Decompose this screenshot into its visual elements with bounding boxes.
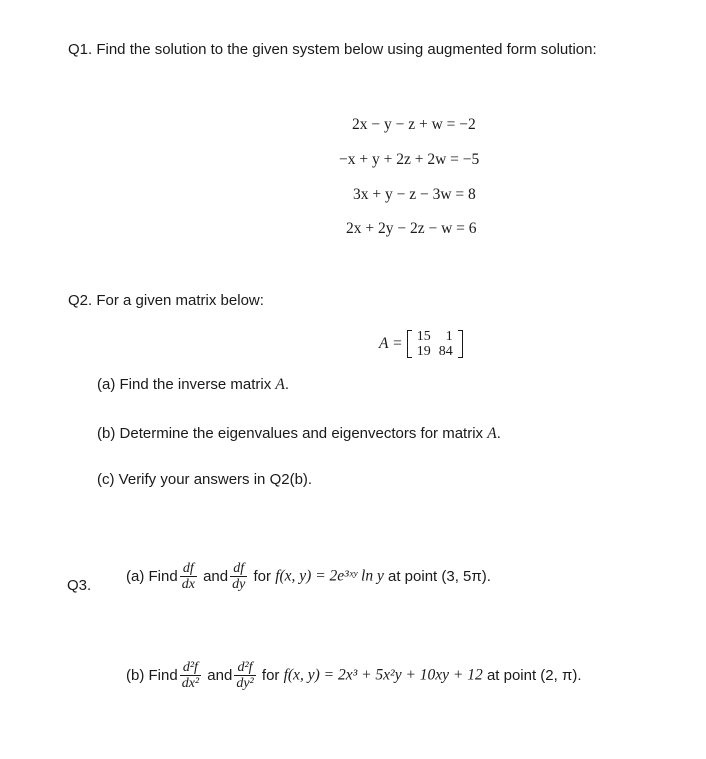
q1-equation-1: 2x − y − z + w = −2 xyxy=(352,116,476,133)
q3a-function: f(x, y) = 2e³ˣʸ ln y xyxy=(275,567,384,585)
q1-equation-2: −x + y + 2z + 2w = −5 xyxy=(339,151,480,168)
q3b-frac1-den: dx² xyxy=(181,676,200,691)
q1-equation-3: 3x + y − z − 3w = 8 xyxy=(353,186,476,203)
q3a-frac1-den: dx xyxy=(181,577,195,592)
matrix-cell-2-2: 84 xyxy=(438,344,453,359)
matrix-cell-2-1: 19 xyxy=(416,344,431,359)
q3a-prefix: (a) Find xyxy=(126,568,178,585)
part-b-end: . xyxy=(496,425,501,442)
q3-part-a xyxy=(126,561,491,592)
q2-part-b xyxy=(97,425,501,443)
part-c-text: Verify your answers in Q2(b). xyxy=(118,471,313,488)
part-b-text: Determine the eigenvalues and eigenvectors for matrix xyxy=(119,425,488,442)
q2-part-a xyxy=(97,376,289,394)
q3a-and: and xyxy=(203,568,229,585)
matrix-label: A = xyxy=(379,335,403,352)
matrix-cell-1-2: 1 xyxy=(445,329,453,344)
q2-title: Q2. For a given matrix below: xyxy=(68,292,264,309)
q1-equation-4: 2x + 2y − 2z − w = 6 xyxy=(346,220,477,237)
q2-matrix-expression xyxy=(379,329,463,359)
part-b-var: A xyxy=(487,425,497,442)
part-a-text: Find the inverse matrix xyxy=(119,376,276,393)
q3-part-b xyxy=(126,660,582,691)
part-a-var: A xyxy=(275,376,285,393)
q3b-prefix: (b) Find xyxy=(126,667,178,684)
q3a-fraction-df-dx xyxy=(180,561,197,592)
q3b-frac2-num: d²f xyxy=(234,660,255,676)
q3a-frac2-den: dy xyxy=(232,577,246,592)
q3-label: Q3. xyxy=(67,577,92,594)
q3a-for: for xyxy=(253,568,272,585)
matrix-cell-1-1: 15 xyxy=(416,329,431,344)
q3b-and: and xyxy=(207,667,233,684)
q3a-frac2-num: df xyxy=(230,561,247,577)
part-a-label: (a) xyxy=(97,376,116,393)
q3a-fraction-df-dy xyxy=(230,561,247,592)
q3b-for: for xyxy=(261,667,280,684)
q3b-fraction-d2f-dy2 xyxy=(234,660,255,691)
q3b-frac1-num: d²f xyxy=(180,660,201,676)
q3b-function: f(x, y) = 2x³ + 5x²y + 10xy + 12 xyxy=(283,666,483,684)
q3a-frac1-num: df xyxy=(180,561,197,577)
part-c-label: (c) xyxy=(97,471,115,488)
part-b-label: (b) xyxy=(97,425,116,442)
part-a-end: . xyxy=(284,376,290,393)
q3b-frac2-den: dy² xyxy=(236,676,254,691)
q3a-point: at point (3, 5π). xyxy=(388,568,491,585)
q2-part-c xyxy=(97,471,312,488)
q3b-point: at point (2, π). xyxy=(486,667,582,684)
q3b-fraction-d2f-dx2 xyxy=(180,660,201,691)
q1-title: Q1. Find the solution to the given system below using augmented form solution: xyxy=(68,41,597,58)
matrix-a xyxy=(407,329,463,359)
